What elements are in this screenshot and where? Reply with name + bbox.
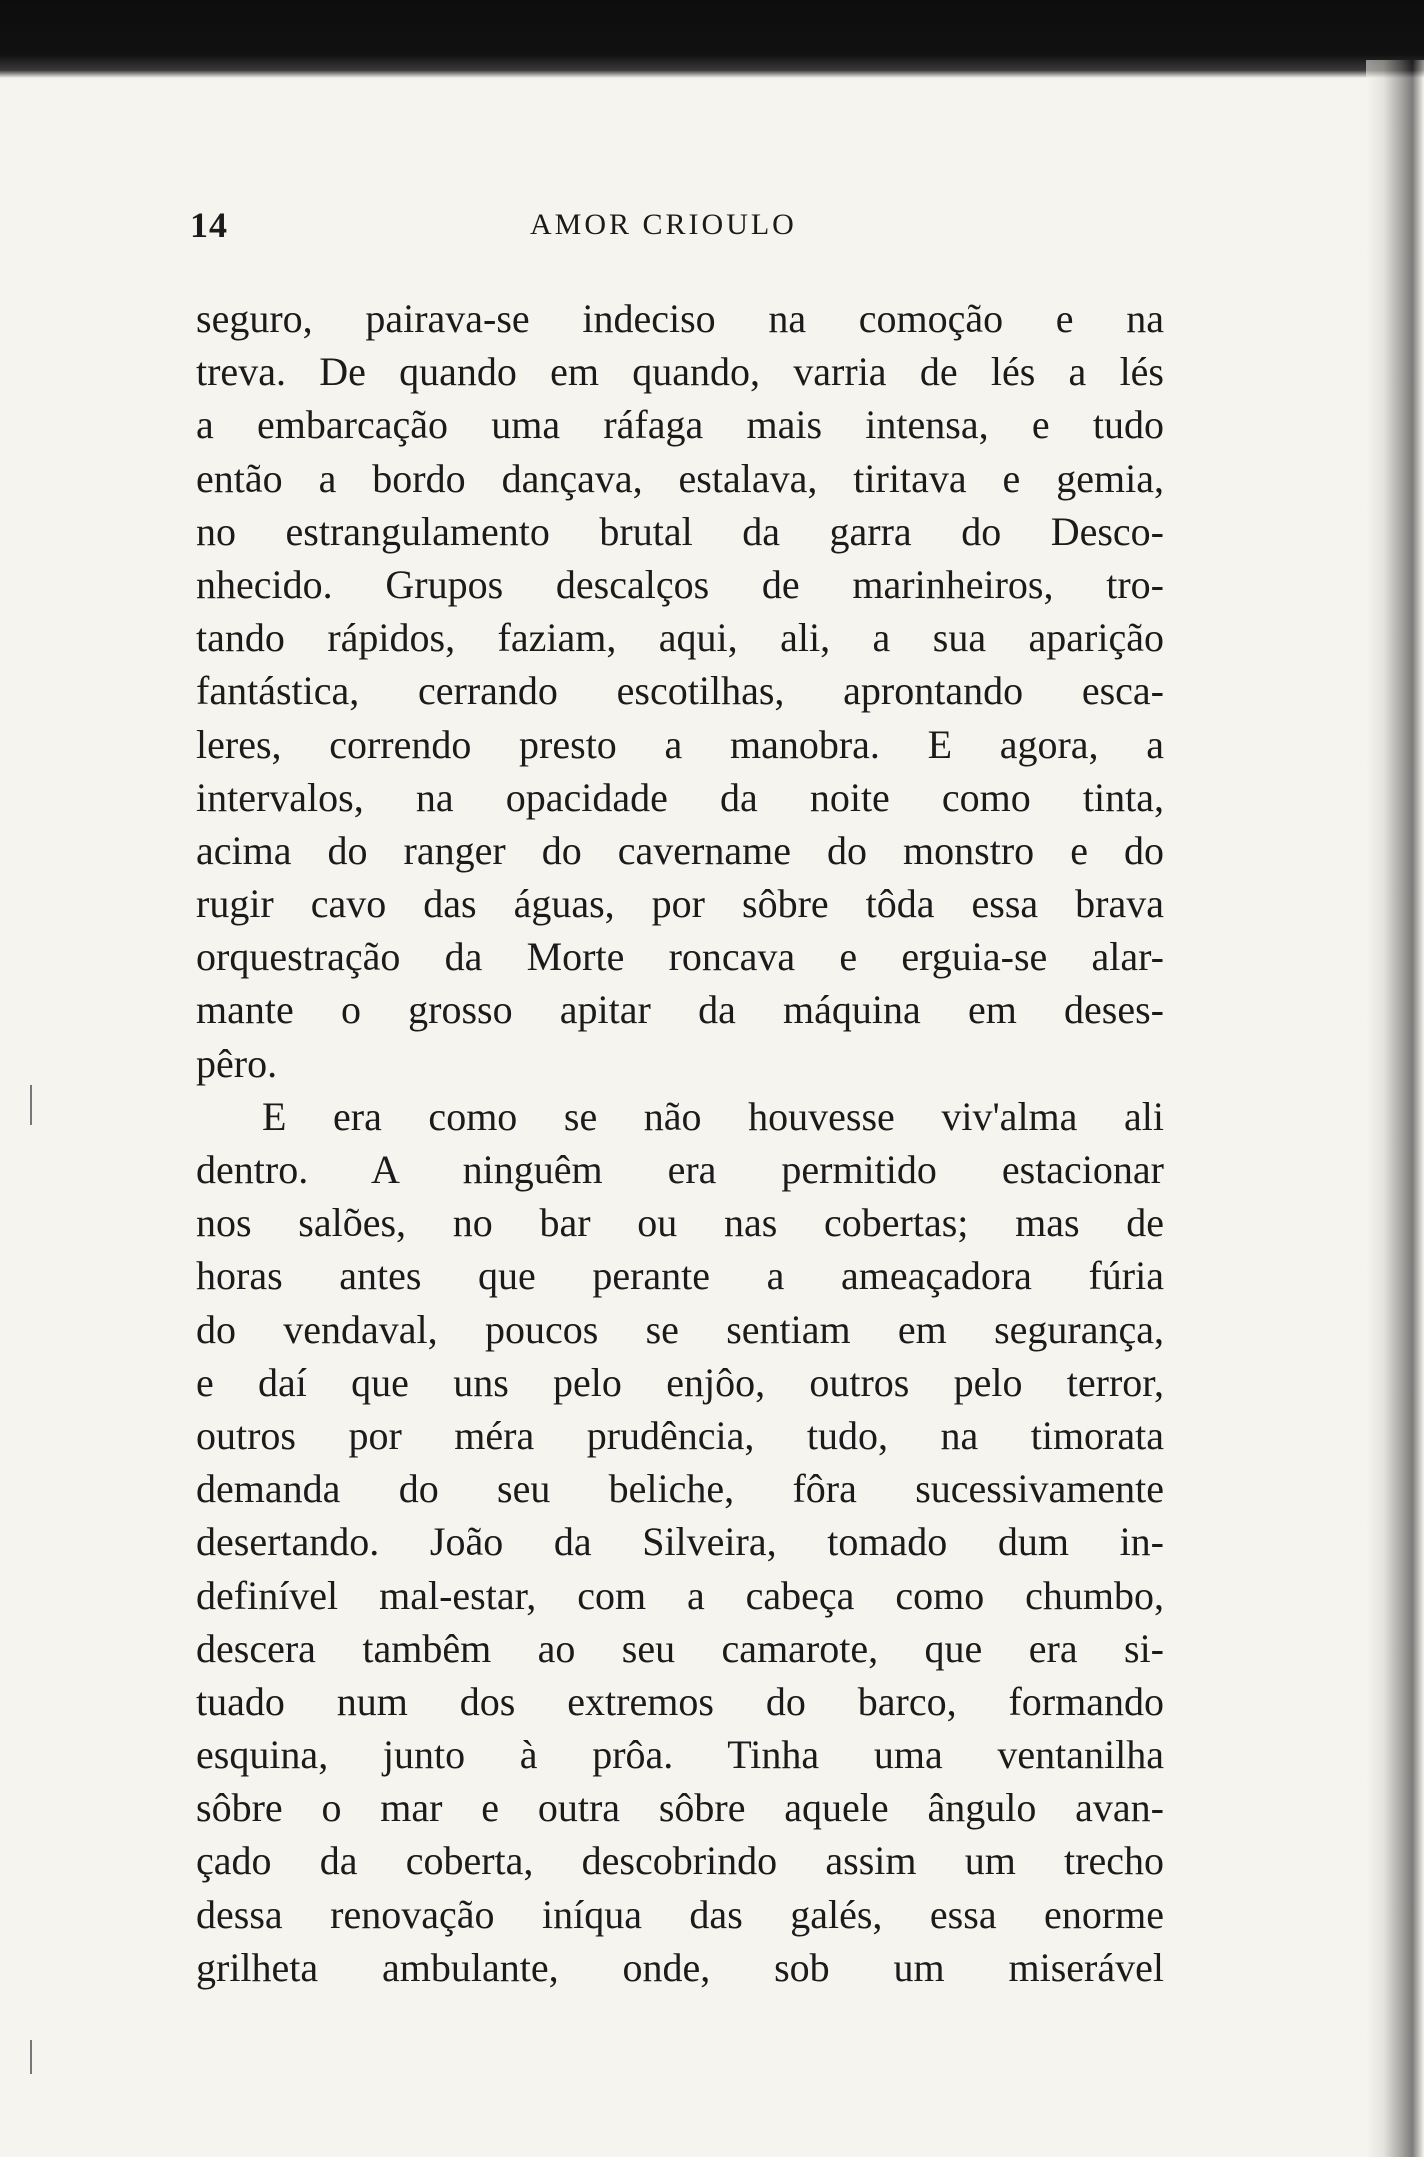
text-line: acima do ranger do cavername do monstro e do xyxy=(196,827,1164,873)
text-line: leres, correndo presto a manobra. E agora, a xyxy=(196,721,1164,767)
text-line: tando rápidos, faziam, aqui, ali, a sua aparição xyxy=(196,615,1164,661)
text-line: sôbre o mar e outra sôbre aquele ângulo avan- xyxy=(196,1785,1164,1831)
text-line: no estrangulamento brutal da garra do Desco- xyxy=(196,508,1164,554)
text-line: demanda do seu beliche, fôra sucessivamente xyxy=(196,1466,1164,1512)
text-line: grilheta ambulante, onde, sob um miserável xyxy=(196,1944,1164,1990)
scan-left-mark xyxy=(30,1085,32,1125)
text-line: pêro. xyxy=(196,1040,278,1086)
text-line: intervalos, na opacidade da noite como tinta, xyxy=(196,774,1164,820)
text-line: fantástica, cerrando escotilhas, aprontando esca- xyxy=(196,668,1164,714)
body-text xyxy=(196,292,1164,1994)
text-line: E era como se não houvesse viv'alma ali xyxy=(262,1093,1164,1139)
page-number: 14 xyxy=(190,205,228,245)
text-line: horas antes que perante a ameaçadora fúria xyxy=(196,1253,1164,1299)
scan-right-edge xyxy=(1366,60,1424,2157)
scan-left-mark xyxy=(30,2040,32,2074)
text-line: outros por méra prudência, tudo, na timorata xyxy=(196,1412,1164,1458)
running-title: AMOR CRIOULO xyxy=(530,208,797,241)
text-line: mante o grosso apitar da máquina em deses- xyxy=(196,987,1164,1033)
text-line: nos salões, no bar ou nas cobertas; mas de xyxy=(196,1200,1164,1246)
text-line: çado da coberta, descobrindo assim um trecho xyxy=(196,1838,1164,1884)
text-line: então a bordo dançava, estalava, tiritava e gemia, xyxy=(196,455,1164,501)
text-line: desertando. João da Silveira, tomado dum in- xyxy=(196,1519,1164,1565)
text-line: tuado num dos extremos do barco, formando xyxy=(196,1678,1164,1724)
text-line: dessa renovação iníqua das galés, essa enorme xyxy=(196,1891,1164,1937)
text-line: descera tambêm ao seu camarote, que era si- xyxy=(196,1625,1164,1671)
text-line: seguro, pairava-se indeciso na comoção e na xyxy=(196,296,1164,341)
text-line: rugir cavo das águas, por sôbre tôda essa brava xyxy=(196,881,1164,927)
text-line: definível mal-estar, com a cabeça como chumbo, xyxy=(196,1572,1164,1618)
text-line: orquestração da Morte roncava e erguia-se alar- xyxy=(196,934,1164,980)
text-line: do vendaval, poucos se sentiam em segurança, xyxy=(196,1306,1164,1352)
text-line: esquina, junto à prôa. Tinha uma ventanilha xyxy=(196,1732,1164,1778)
text-line: e daí que uns pelo enjôo, outros pelo terror, xyxy=(196,1359,1164,1405)
text-line: nhecido. Grupos descalços de marinheiros, tro- xyxy=(196,561,1164,607)
scan-top-band xyxy=(0,0,1424,78)
text-line: a embarcação uma ráfaga mais intensa, e tudo xyxy=(196,402,1164,448)
text-line: dentro. A ninguêm era permitido estacionar xyxy=(196,1147,1164,1192)
page-header xyxy=(190,204,1170,254)
text-line: treva. De quando em quando, varria de lés a lés xyxy=(196,349,1164,395)
